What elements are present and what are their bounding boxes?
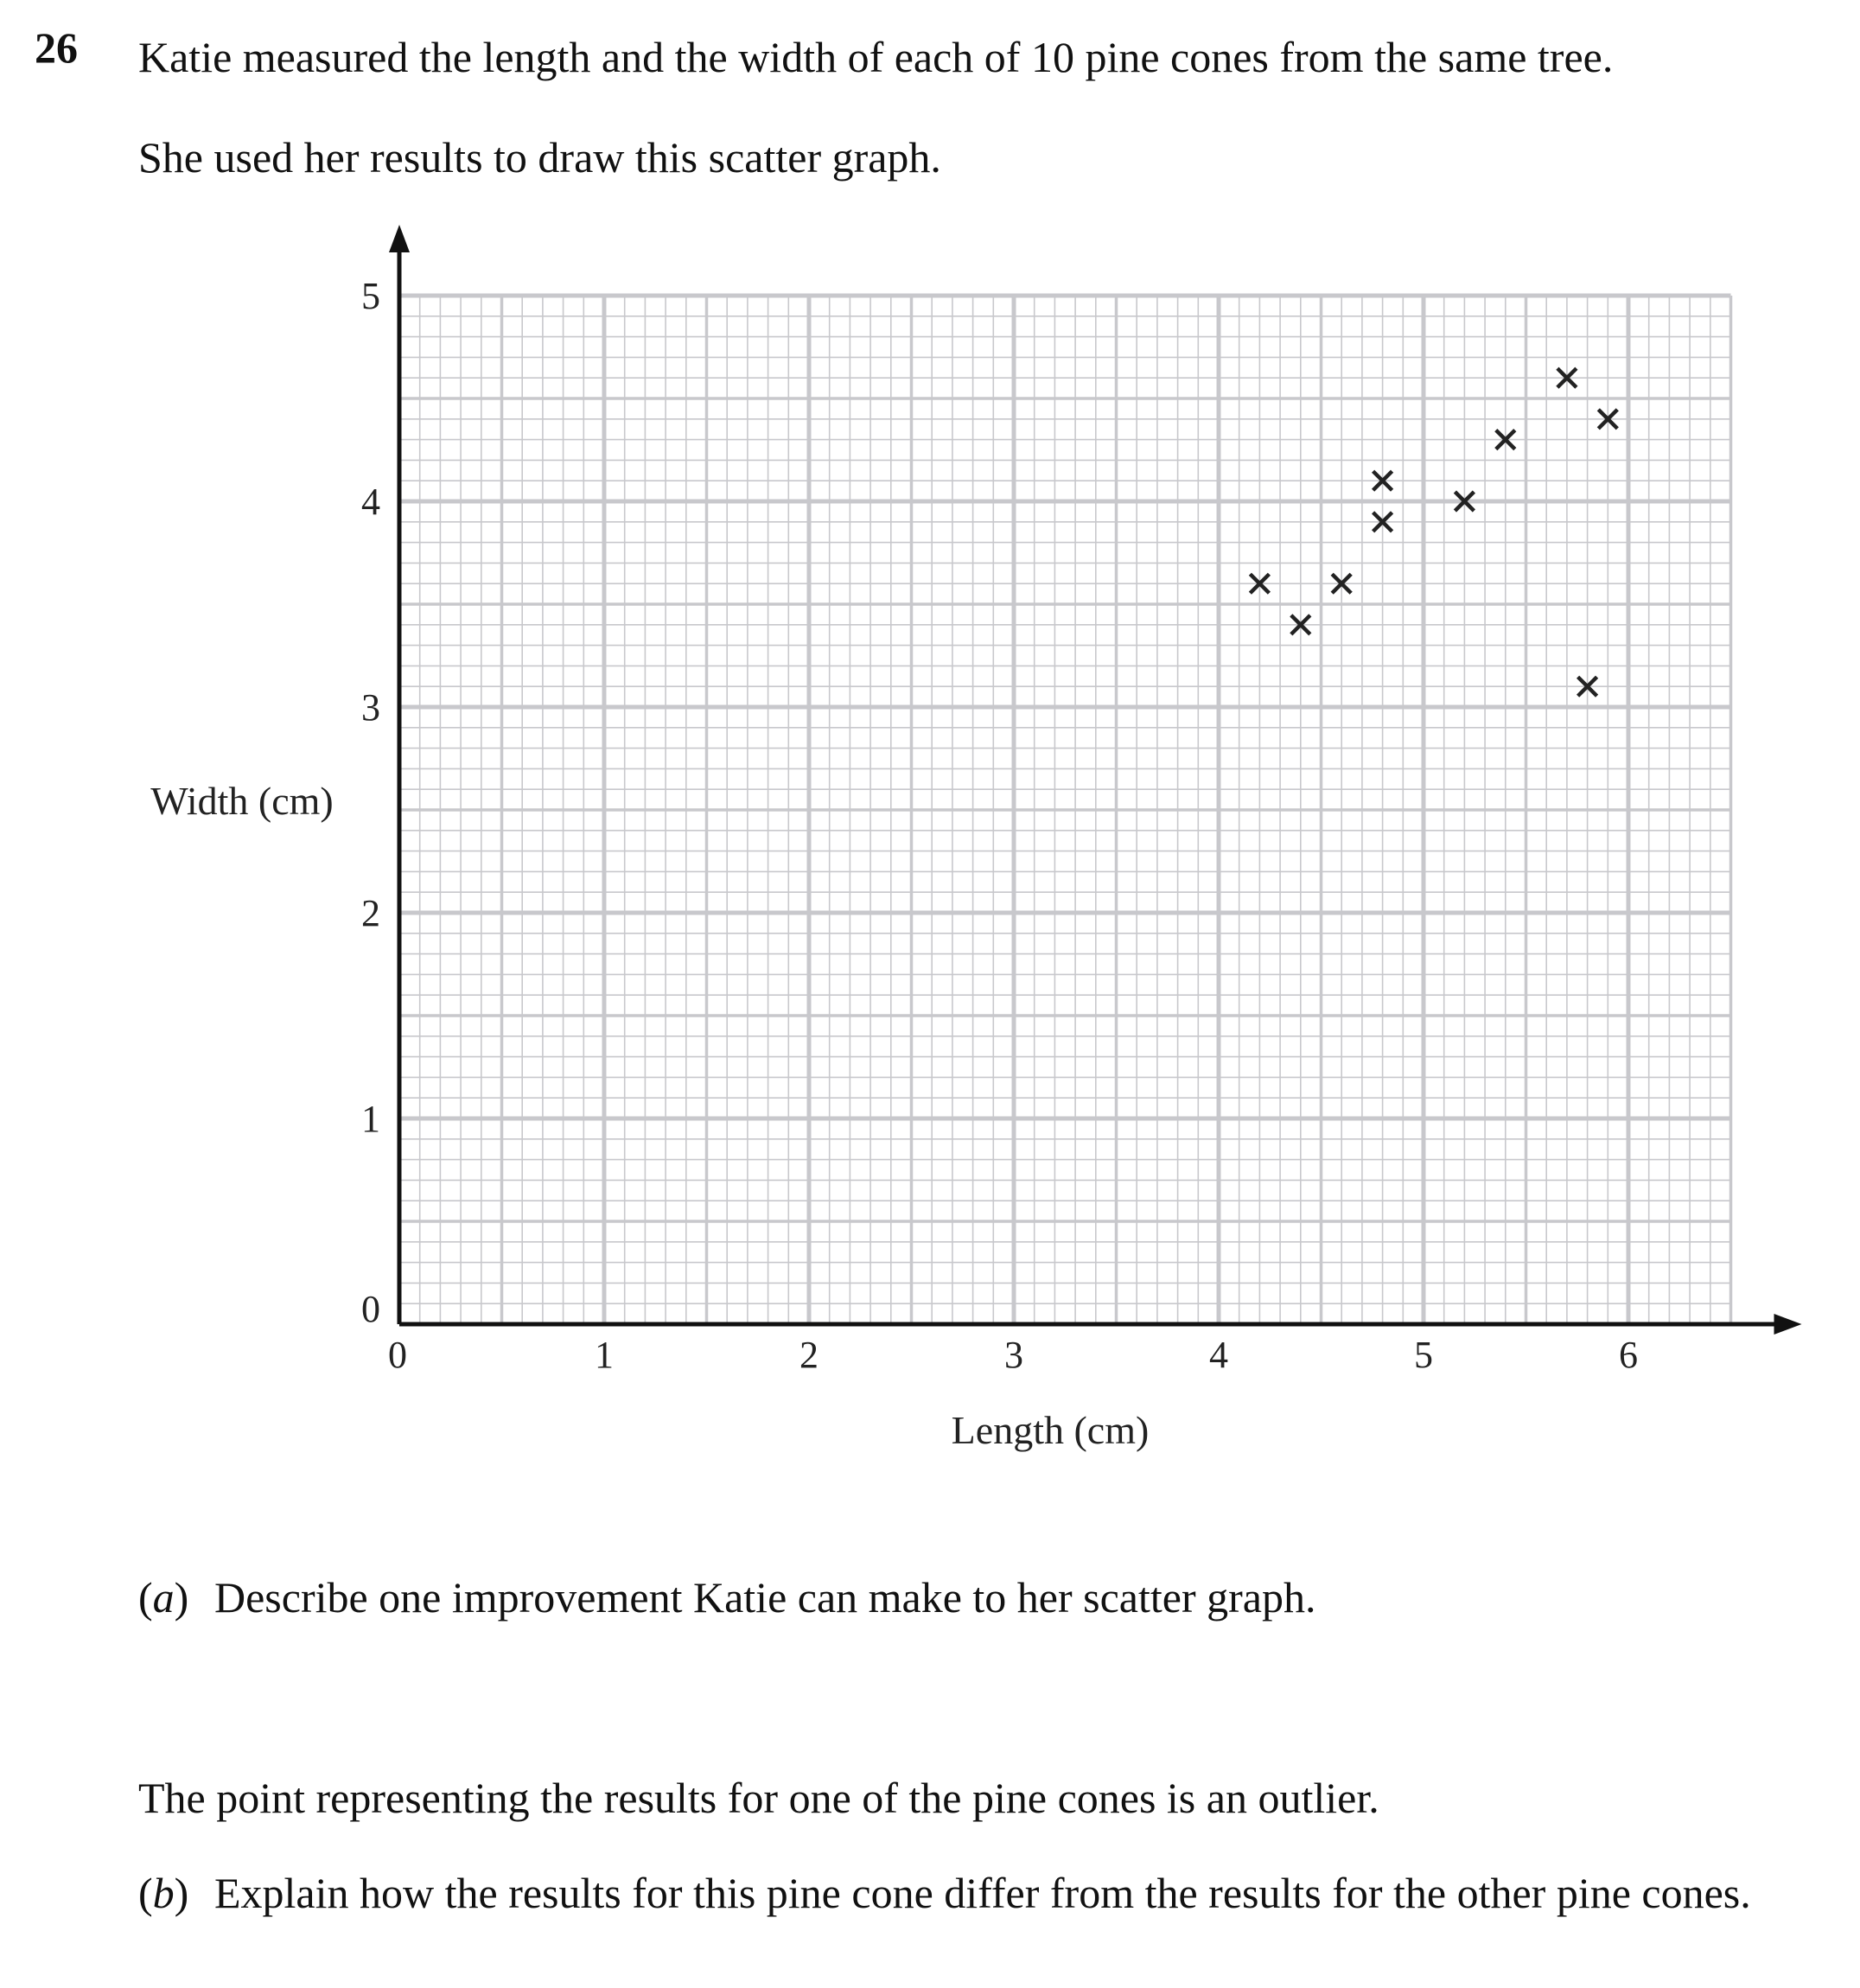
x-tick-label: 3 <box>1004 1334 1023 1376</box>
y-axis-arrowhead <box>389 225 410 252</box>
y-tick-label: 4 <box>361 481 380 523</box>
x-tick-label: 2 <box>799 1334 819 1376</box>
question-stem: Katie measured the length and the width of each of 10 pine cones from the same tree. <box>138 33 1614 81</box>
y-axis-label: Width (cm) <box>150 779 334 823</box>
data-points <box>1250 368 1617 696</box>
y-tick-label: 1 <box>361 1098 380 1140</box>
x-tick-label: 5 <box>1414 1334 1433 1376</box>
x-axis-arrowhead <box>1774 1314 1802 1335</box>
y-tick-label: 3 <box>361 686 380 729</box>
x-tick-label: 0 <box>388 1334 407 1376</box>
part-a-label: (a) <box>138 1573 189 1622</box>
part-a-text: Describe one improvement Katie can make to her scatter graph. <box>214 1573 1316 1622</box>
y-tick-label: 5 <box>361 275 380 317</box>
y-tick-label: 0 <box>361 1288 380 1330</box>
question-instruction: She used her results to draw this scatter graph. <box>138 133 941 182</box>
scatter-graph <box>0 207 1860 1478</box>
question-number: 26 <box>35 23 78 72</box>
x-axis-label: Length (cm) <box>951 1408 1150 1452</box>
grid <box>399 296 1731 1324</box>
part-b-text: Explain how the results for this pine cone differ from the results for the other pine cones. <box>214 1869 1751 1917</box>
x-tick-label: 1 <box>595 1334 614 1376</box>
x-tick-label: 6 <box>1619 1334 1638 1376</box>
part-b-label: (b) <box>138 1869 189 1917</box>
y-tick-label: 2 <box>361 892 380 934</box>
outlier-statement: The point representing the results for one of the pine cones is an outlier. <box>138 1774 1379 1822</box>
part-b <box>138 1867 1824 1979</box>
part-a <box>138 1571 1824 1632</box>
x-tick-label: 4 <box>1209 1334 1228 1376</box>
